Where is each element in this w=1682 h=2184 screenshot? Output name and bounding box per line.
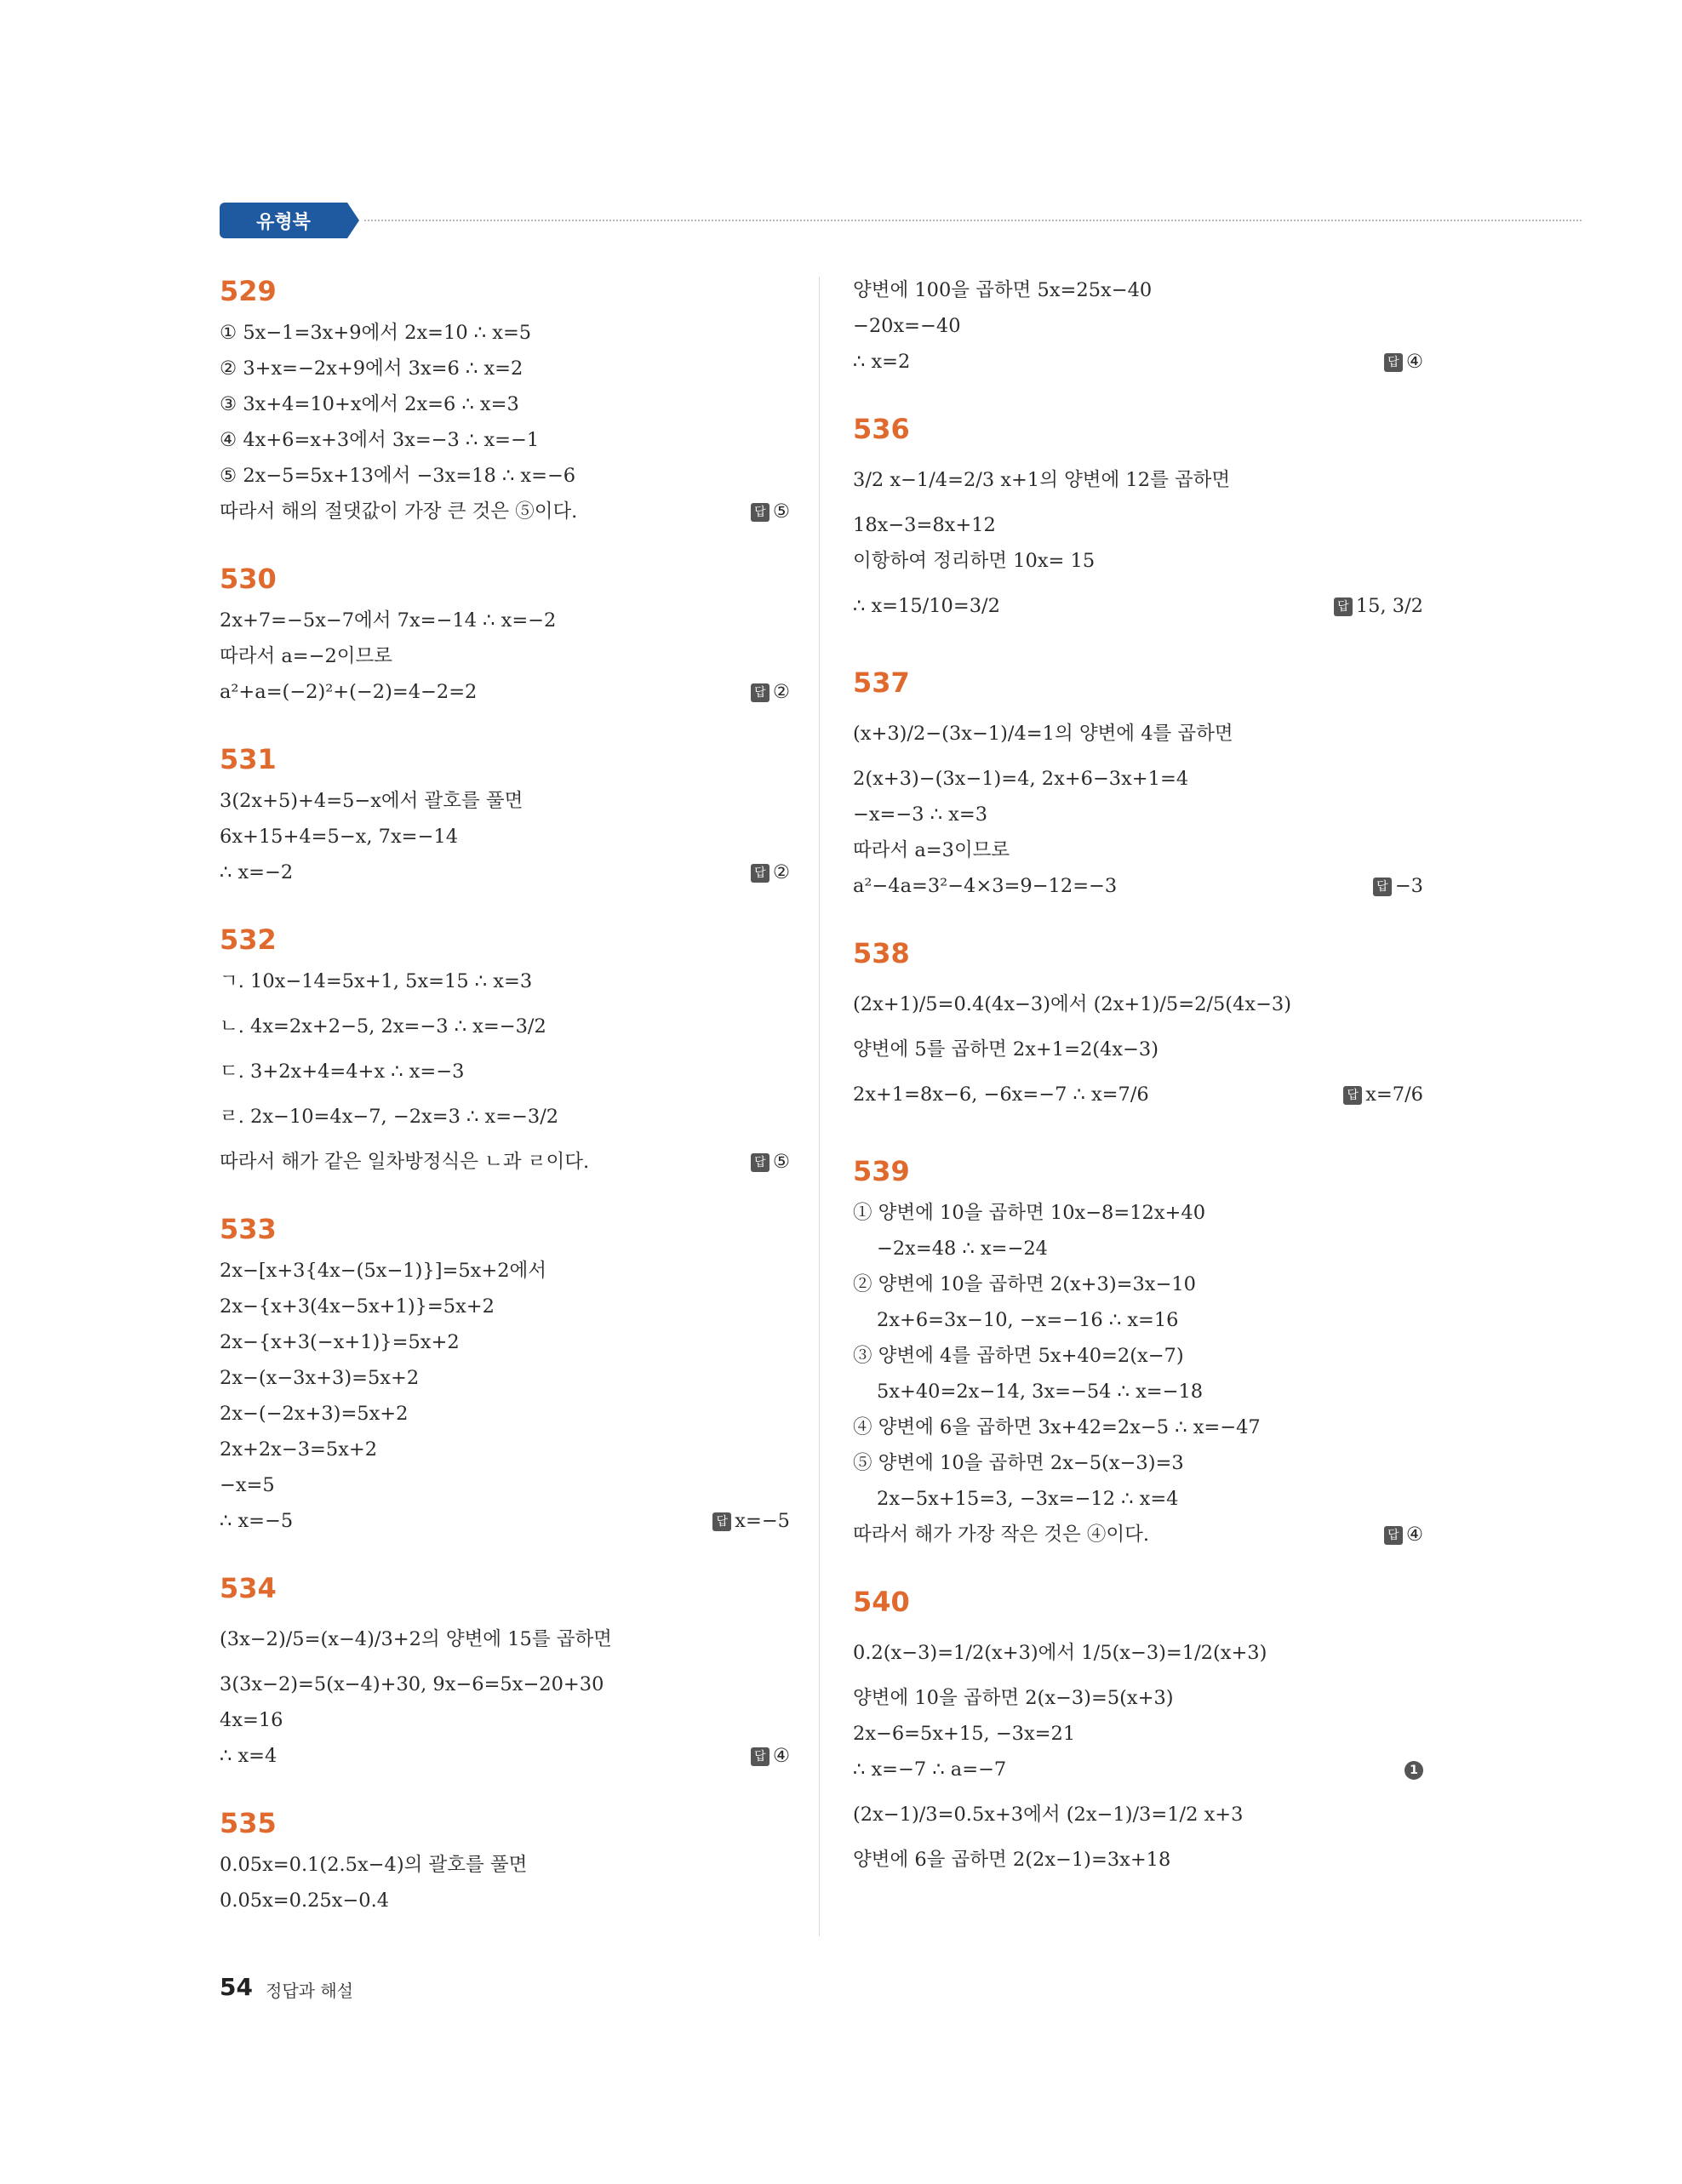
answer-value: 15, 3/2 bbox=[1355, 595, 1423, 617]
solution-line bbox=[853, 308, 1423, 344]
solution-line bbox=[220, 1883, 790, 1918]
answer-label bbox=[751, 1738, 790, 1774]
solution-line-text: −2x=48 ∴ x=−24 bbox=[877, 1238, 1048, 1260]
solution-line-text: ① 양변에 10을 곱하면 10x−8=12x+40 bbox=[853, 1202, 1206, 1224]
solution-line-text: 5x+40=2x−14, 3x=−54 ∴ x=−18 bbox=[877, 1381, 1204, 1403]
problem-block bbox=[853, 1152, 1423, 1552]
solution-line bbox=[220, 458, 790, 494]
solution-line bbox=[220, 855, 790, 890]
solution-line bbox=[853, 761, 1423, 797]
solution-line-text: 2x−(x−3x+3)=5x+2 bbox=[220, 1367, 420, 1389]
answer-value: ② bbox=[772, 861, 790, 883]
solution-line-text: 2x−5x+15=3, −3x=−12 ∴ x=4 bbox=[877, 1488, 1179, 1510]
answer-value: ④ bbox=[772, 1745, 790, 1767]
problem-number: 539 bbox=[853, 1155, 910, 1187]
solution-line-text: 따라서 해의 절댓값이 가장 큰 것은 ⑤이다. bbox=[220, 500, 578, 523]
solution-line bbox=[853, 1752, 1423, 1787]
problem-number: 531 bbox=[220, 743, 277, 775]
answer-label bbox=[712, 1503, 790, 1539]
solution-line-text: 따라서 해가 가장 작은 것은 ④이다. bbox=[853, 1524, 1149, 1546]
solution-line-text: ⑤ 양변에 10을 곱하면 2x−5(x−3)=3 bbox=[853, 1452, 1184, 1474]
solution-line bbox=[220, 1054, 790, 1089]
solution-line bbox=[853, 1374, 1423, 1409]
problem-number: 534 bbox=[220, 1572, 277, 1604]
answer-value: −3 bbox=[1394, 875, 1423, 897]
answer-label bbox=[751, 855, 790, 890]
answer-label bbox=[1384, 344, 1423, 380]
solution-line bbox=[220, 1289, 790, 1324]
solution-line bbox=[220, 963, 790, 999]
solution-line-text: 4x=16 bbox=[220, 1709, 283, 1731]
solution-line bbox=[853, 1787, 1423, 1842]
solution-line bbox=[220, 1667, 790, 1702]
solution-line bbox=[220, 1432, 790, 1467]
answer-badge-icon: 답 bbox=[751, 864, 769, 883]
column-divider bbox=[819, 277, 820, 1936]
answer-badge-icon: 답 bbox=[1343, 1086, 1362, 1105]
answer-value: ④ bbox=[1405, 351, 1423, 373]
answer-badge-icon: 답 bbox=[1373, 878, 1392, 896]
answer-label bbox=[1373, 868, 1423, 904]
solution-line-text: ㄱ. 10x−14=5x+1, 5x=15 ∴ x=3 bbox=[220, 970, 533, 992]
solution-line-text: 따라서 a=−2이므로 bbox=[220, 645, 392, 667]
solution-line bbox=[853, 1517, 1423, 1552]
solution-line-text: 2x−6=5x+15, −3x=21 bbox=[853, 1723, 1076, 1745]
solution-line bbox=[220, 1702, 790, 1738]
solution-line-text: 0.05x=0.1(2.5x−4)의 괄호를 풀면 bbox=[220, 1854, 528, 1876]
solution-line-text: 양변에 100을 곱하면 5x=25x−40 bbox=[853, 279, 1153, 301]
answer-value: ④ bbox=[1405, 1524, 1423, 1546]
solution-line-text: ③ 양변에 4를 곱하면 5x+40=2(x−7) bbox=[853, 1345, 1184, 1367]
answer-badge-icon: 답 bbox=[1384, 353, 1403, 372]
solution-line bbox=[220, 819, 790, 855]
solution-line bbox=[853, 344, 1423, 380]
section-tag: 유형북 bbox=[220, 203, 347, 238]
problem-block bbox=[853, 1583, 1423, 1878]
solution-line-text: (2x+1)/5=0.4(4x−3)에서 (2x+1)/5=2/5(4x−3) bbox=[853, 993, 1292, 1015]
solution-line-text: 3(2x+5)+4=5−x에서 괄호를 풀면 bbox=[220, 790, 523, 812]
solution-line bbox=[220, 494, 790, 529]
solution-line bbox=[853, 1445, 1423, 1481]
solution-line-text: −x=−3 ∴ x=3 bbox=[853, 803, 988, 826]
solution-line bbox=[853, 1716, 1423, 1752]
answer-value: ⑤ bbox=[772, 500, 790, 523]
solution-line bbox=[220, 999, 790, 1054]
solution-line bbox=[853, 1338, 1423, 1374]
problem-number: 529 bbox=[220, 275, 277, 307]
solution-line-text: ⑤ 2x−5=5x+13에서 −3x=18 ∴ x=−6 bbox=[220, 465, 576, 487]
solution-line bbox=[220, 1089, 790, 1144]
solution-line-text: 2x−{x+3(4x−5x+1)}=5x+2 bbox=[220, 1295, 495, 1318]
solution-line-text: ㄹ. 2x−10=4x−7, −2x=3 ∴ x=−3/2 bbox=[220, 1106, 559, 1128]
problem-block bbox=[220, 921, 790, 1180]
solution-line bbox=[853, 543, 1423, 579]
solution-line bbox=[853, 507, 1423, 543]
solution-line bbox=[220, 1253, 790, 1289]
problem-number: 535 bbox=[220, 1807, 277, 1839]
solution-line-text: 2x+6=3x−10, −x=−16 ∴ x=16 bbox=[877, 1309, 1179, 1331]
solution-line bbox=[220, 638, 790, 674]
solution-line-text: −x=5 bbox=[220, 1474, 275, 1496]
problem-block bbox=[220, 740, 790, 890]
solution-line-text: 2x+2x−3=5x+2 bbox=[220, 1438, 378, 1461]
problem-block bbox=[220, 560, 790, 710]
solution-line-text: ∴ x=−2 bbox=[220, 861, 294, 883]
answer-badge-icon: 답 bbox=[1334, 597, 1353, 616]
solution-line-text: 양변에 10을 곱하면 2(x−3)=5(x+3) bbox=[853, 1687, 1174, 1709]
solution-line-text: 양변에 5를 곱하면 2x+1=2(4x−3) bbox=[853, 1038, 1159, 1061]
problem-block bbox=[853, 410, 1423, 633]
solution-line bbox=[220, 422, 790, 458]
solution-line bbox=[853, 1266, 1423, 1302]
problem-block bbox=[853, 664, 1423, 904]
solution-line-text: (3x−2)/5=(x−4)/3+2의 양변에 15를 곱하면 bbox=[220, 1628, 612, 1650]
solution-line bbox=[853, 1680, 1423, 1716]
solution-line-text: 2x+1=8x−6, −6x=−7 ∴ x=7/6 bbox=[853, 1083, 1149, 1106]
solution-line-text: ② 양변에 10을 곱하면 2(x+3)=3x−10 bbox=[853, 1273, 1196, 1295]
answer-value: ② bbox=[772, 681, 790, 703]
solution-line-text: a²−4a=3²−4×3=9−12=−3 bbox=[853, 875, 1118, 897]
answer-label bbox=[751, 674, 790, 710]
answer-badge-icon: 답 bbox=[712, 1512, 731, 1531]
solution-line-text: ① 5x−1=3x+9에서 2x=10 ∴ x=5 bbox=[220, 322, 532, 344]
problem-number: 533 bbox=[220, 1213, 277, 1245]
solution-line-text: ∴ x=−7 ∴ a=−7 bbox=[853, 1758, 1007, 1781]
problem-block bbox=[853, 272, 1423, 380]
answer-label bbox=[1334, 579, 1423, 633]
answer-label bbox=[751, 494, 790, 529]
solution-line bbox=[220, 1467, 790, 1503]
problem-number: 537 bbox=[853, 666, 910, 699]
page-number: 54 bbox=[220, 1973, 253, 2001]
solution-line-text: ② 3+x=−2x+9에서 3x=6 ∴ x=2 bbox=[220, 357, 523, 380]
solution-line-text: ④ 양변에 6을 곱하면 3x+42=2x−5 ∴ x=−47 bbox=[853, 1416, 1261, 1438]
solution-line bbox=[220, 1360, 790, 1396]
solution-line-text: 0.2(x−3)=1/2(x+3)에서 1/5(x−3)=1/2(x+3) bbox=[853, 1642, 1267, 1664]
solution-line-text: 따라서 해가 같은 일차방정식은 ㄴ과 ㄹ이다. bbox=[220, 1151, 590, 1173]
solution-line bbox=[220, 1324, 790, 1360]
solution-line-text: (x+3)/2−(3x−1)/4=1의 양변에 4를 곱하면 bbox=[853, 723, 1233, 745]
solution-line bbox=[853, 832, 1423, 868]
solution-line-text: 양변에 6을 곱하면 2(2x−1)=3x+18 bbox=[853, 1849, 1171, 1871]
left-column bbox=[220, 272, 790, 1949]
solution-line bbox=[220, 1847, 790, 1883]
solution-line bbox=[853, 868, 1423, 904]
solution-line bbox=[853, 272, 1423, 308]
solution-line bbox=[853, 706, 1423, 761]
solution-line-text: 3(3x−2)=5(x−4)+30, 9x−6=5x−20+30 bbox=[220, 1673, 604, 1695]
answer-value: x=−5 bbox=[735, 1510, 790, 1532]
solution-line-text: 이항하여 정리하면 10x= 15 bbox=[853, 550, 1096, 572]
footer-label: 정답과 해설 bbox=[266, 1981, 353, 2001]
solution-line bbox=[853, 977, 1423, 1032]
right-column bbox=[853, 272, 1423, 1908]
solution-line bbox=[220, 1396, 790, 1432]
answer-label bbox=[1343, 1067, 1423, 1122]
answer-badge-icon: 답 bbox=[751, 1153, 769, 1172]
header-dotted-rule bbox=[364, 220, 1582, 221]
solution-line bbox=[220, 1503, 790, 1539]
solution-line bbox=[853, 1067, 1423, 1122]
solution-line bbox=[853, 1409, 1423, 1445]
solution-line-text: −20x=−40 bbox=[853, 315, 961, 337]
answer-badge-icon: 답 bbox=[1384, 1526, 1403, 1545]
solution-line bbox=[853, 1231, 1423, 1266]
answer-badge-icon: 답 bbox=[751, 503, 769, 522]
solution-line-text: ∴ x=15/10=3/2 bbox=[853, 595, 1000, 617]
answer-badge-icon: 답 bbox=[751, 683, 769, 702]
problem-block bbox=[220, 1569, 790, 1774]
problem-block bbox=[220, 1804, 790, 1918]
problem-number: 532 bbox=[220, 923, 277, 956]
solution-line bbox=[853, 1032, 1423, 1067]
problem-number: 538 bbox=[853, 937, 910, 969]
answer-value: ⑤ bbox=[772, 1151, 790, 1173]
step-marker bbox=[1405, 1752, 1423, 1787]
answer-badge-icon: 답 bbox=[751, 1747, 769, 1766]
step-marker-icon: 1 bbox=[1405, 1761, 1423, 1780]
solution-line-text: ㄴ. 4x=2x+2−5, 2x=−3 ∴ x=−3/2 bbox=[220, 1015, 546, 1038]
solution-line bbox=[853, 1481, 1423, 1517]
solution-line bbox=[220, 351, 790, 386]
problem-number: 540 bbox=[853, 1586, 910, 1618]
problem-block bbox=[220, 1210, 790, 1539]
solution-line-text: 2x+7=−5x−7에서 7x=−14 ∴ x=−2 bbox=[220, 609, 557, 632]
problem-block bbox=[220, 272, 790, 529]
solution-line bbox=[853, 1302, 1423, 1338]
solution-line-text: (2x−1)/3=0.5x+3에서 (2x−1)/3=1/2 x+3 bbox=[853, 1804, 1244, 1826]
solution-line bbox=[853, 1626, 1423, 1680]
answer-value: x=7/6 bbox=[1365, 1083, 1423, 1106]
solution-line bbox=[220, 603, 790, 638]
section-tag-arrow bbox=[347, 203, 359, 238]
problem-number: 536 bbox=[853, 413, 910, 445]
solution-line-text: ∴ x=4 bbox=[220, 1745, 277, 1767]
solution-line bbox=[853, 579, 1423, 633]
solution-line-text: 0.05x=0.25x−0.4 bbox=[220, 1890, 390, 1912]
solution-line bbox=[220, 315, 790, 351]
solution-line-text: 따라서 a=3이므로 bbox=[853, 839, 1010, 861]
answer-label bbox=[751, 1144, 790, 1180]
problem-number: 530 bbox=[220, 563, 277, 595]
solution-line bbox=[853, 1195, 1423, 1231]
solution-line-text: 6x+15+4=5−x, 7x=−14 bbox=[220, 826, 459, 848]
solution-line bbox=[220, 1144, 790, 1180]
solution-line-text: 2x−{x+3(−x+1)}=5x+2 bbox=[220, 1331, 460, 1353]
solution-line bbox=[853, 453, 1423, 507]
solution-line bbox=[220, 674, 790, 710]
solution-line-text: 3/2 x−1/4=2/3 x+1의 양변에 12를 곱하면 bbox=[853, 469, 1231, 491]
solution-line-text: ∴ x=−5 bbox=[220, 1510, 294, 1532]
solution-line bbox=[220, 1738, 790, 1774]
solution-line-text: 18x−3=8x+12 bbox=[853, 514, 996, 536]
solution-line bbox=[853, 1842, 1423, 1878]
solution-line bbox=[220, 783, 790, 819]
solution-line-text: ④ 4x+6=x+3에서 3x=−3 ∴ x=−1 bbox=[220, 429, 540, 451]
solution-line-text: 2x−[x+3{4x−(5x−1)}]=5x+2에서 bbox=[220, 1260, 546, 1282]
answer-label bbox=[1384, 1517, 1423, 1552]
solution-line-text: 2x−(−2x+3)=5x+2 bbox=[220, 1403, 409, 1425]
solution-line bbox=[220, 1612, 790, 1667]
solution-line bbox=[220, 386, 790, 422]
solution-line-text: a²+a=(−2)²+(−2)=4−2=2 bbox=[220, 681, 478, 703]
solution-line-text: ∴ x=2 bbox=[853, 351, 911, 373]
solution-line bbox=[853, 797, 1423, 832]
solution-line-text: ㄷ. 3+2x+4=4+x ∴ x=−3 bbox=[220, 1061, 465, 1083]
solution-line-text: 2(x+3)−(3x−1)=4, 2x+6−3x+1=4 bbox=[853, 768, 1189, 790]
solution-line-text: ③ 3x+4=10+x에서 2x=6 ∴ x=3 bbox=[220, 393, 519, 415]
problem-block bbox=[853, 935, 1423, 1122]
